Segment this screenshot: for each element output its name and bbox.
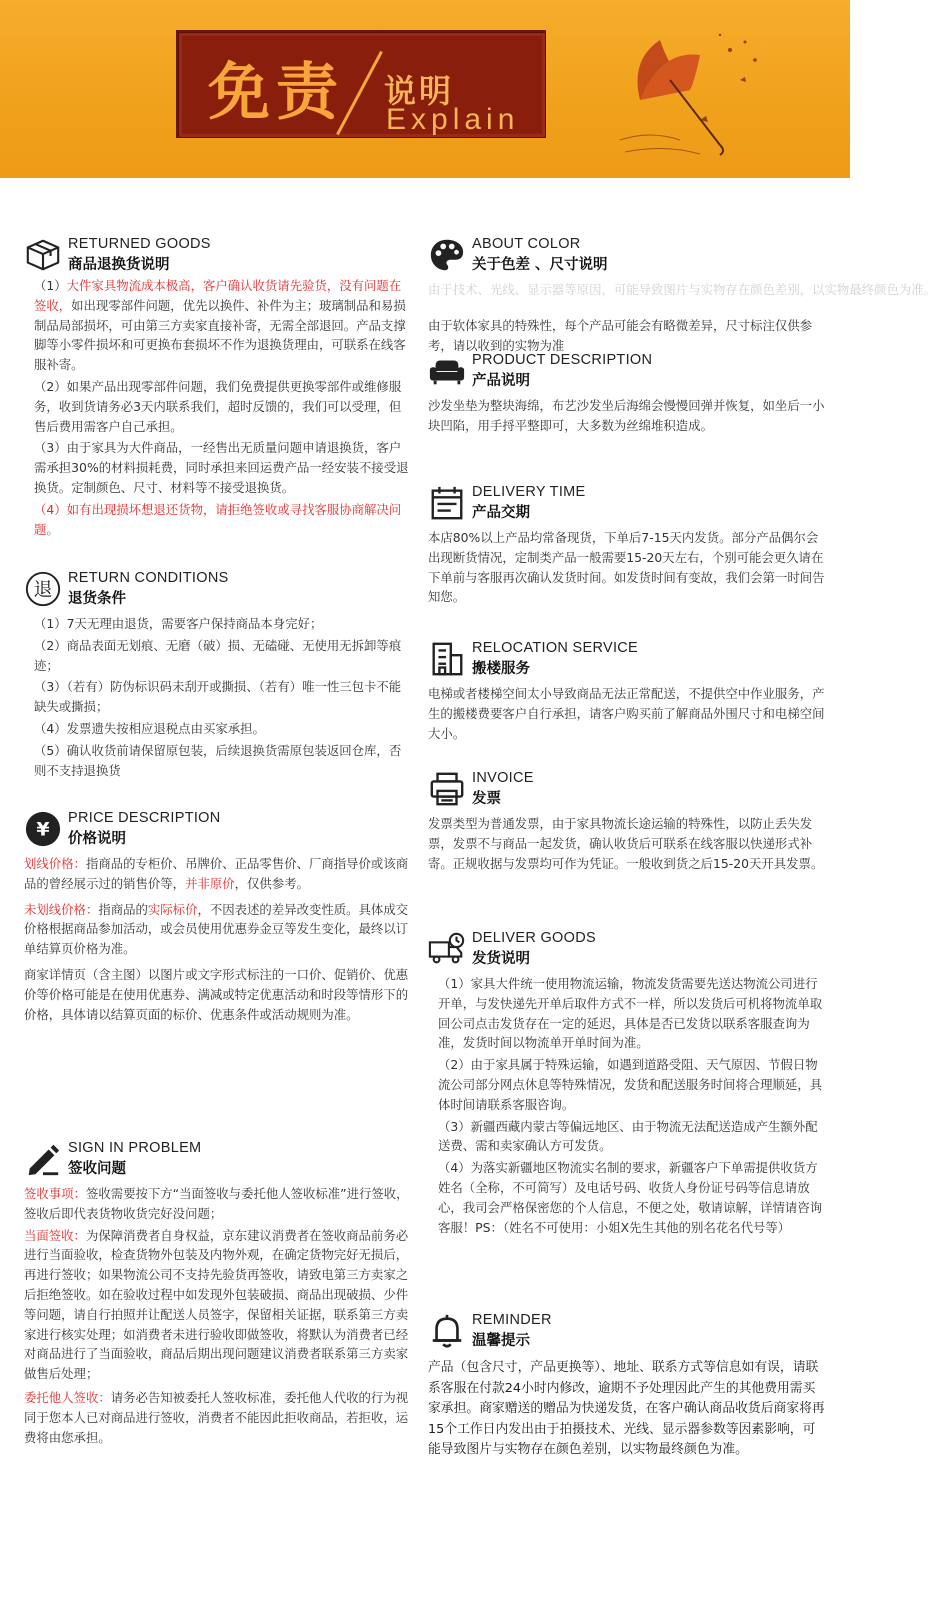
list-item: （2）由于家具属于特殊运输，如遇到道路受阻、天气原因、节假日物流公司部分网点休息等特殊情况，发货和配送服务时间将合理顺延，具体时间请联系客服咨询。: [438, 1057, 823, 1112]
calendar-icon: [428, 484, 466, 522]
paragraph: （3）由于家具为大件商品，一经售出无质量问题申请退换货，客户需承担30%的材料损耗费，同时承担来回运费产品一经安装不接受退换货。定制颜色、尺寸、材料等不接受退换货。: [34, 440, 409, 495]
paragraph: 产品（包含尺寸，产品更换等）、地址、联系方式等信息如有误，请联系客服在付款24小时内修改，逾期不予处理因此产生的其他费用需买家承担。商家赠送的赠品为快递发货，在客户确认商品收货后商家将再15个工作日内发出由于拍摄技术、光线、显示器参数等因素影响，可能导致图片与实物存在颜色差别，以实物最终颜色为准。: [428, 1360, 825, 1457]
section-title-en: PRODUCT DESCRIPTION: [472, 352, 653, 368]
section-title-en: REMINDER: [472, 1312, 552, 1328]
bell-icon: [428, 1312, 466, 1350]
section-title-cn: 退货条件: [68, 591, 126, 607]
banner-subtitle: 说明: [384, 72, 455, 110]
list-item: （4）发票遗失按相应退税点由买家承担。: [34, 720, 265, 736]
printer-icon: [428, 770, 466, 808]
paragraph: 由于软体家具的特殊性，每个产品可能会有略微差异，尺寸标注仅供参考，请以收到的实物为准: [428, 318, 813, 353]
paragraph: 未划线价格：指商品的实际标价，不因表述的差异改变性质。具体成交价格根据商品参加活动，或会员使用优惠券金豆等发生变化，最终以订单结算页价格为准。: [24, 901, 409, 957]
section-sign-in-problem: [24, 1140, 410, 1449]
paragraph: 当面签收：为保障消费者自身权益，京东建议消费者在签收商品前务必进行当面验收，检查货物外包装及内物外观，在确定货物完好无损后，再进行签收；如果物流公司不支持先验货再签收，请致电第三方卖家之后拒绝签收。如在验收过程中如发现外包装破损、商品出现破损、少件等问题，请自行拍照并让配送人员签字，保留相关证据，联系第三方卖家进行核实处理；如消费者未进行验收即做签收，将默认为消费者已经对商品进行了当面验收，商品后期出现问题建议消费者联系第三方卖家做售后处理；: [24, 1227, 409, 1382]
svg-text:退: 退: [33, 578, 53, 601]
banner-subtitle-en: Explain: [386, 103, 520, 136]
list-item: （3）（若有）防伪标识码未刮开或撕损、（若有）唯一性三包卡不能缺失或撕损；: [34, 679, 402, 715]
section-title-cn: 发货说明: [472, 951, 530, 967]
list-item: （2）商品表面无划痕、无磨（破）损、无磕碰、无使用无拆卸等痕迹；: [34, 637, 402, 673]
umbrella-illustration: [600, 20, 780, 170]
section-delivery-time: [428, 484, 826, 609]
list-item: （4）为落实新疆地区物流实名制的要求，新疆客户下单需提供收货方姓名（全称，不可简写）及电话号码、收货人身份证号码等信息请放心，我司会严格保密您的个人信息，不便之处，敬请谅解，详情请咨询客服！PS：（姓名不可使用：小姐X先生其他的别名花名代号等）: [438, 1160, 823, 1235]
section-title-cn: 产品交期: [472, 505, 530, 521]
section-returned-goods: [24, 236, 410, 541]
section-title-cn: 发票: [472, 791, 501, 807]
return-icon: [24, 570, 62, 608]
section-title-cn: 商品退换货说明: [68, 257, 170, 273]
section-title-cn: 签收问题: [68, 1161, 126, 1177]
building-icon: [428, 640, 466, 678]
list-item: （3）新疆西藏内蒙古等偏远地区、由于物流无法配送造成产生额外配送费、需和卖家确认方可发货。: [438, 1118, 818, 1154]
section-title-cn: 价格说明: [68, 831, 126, 847]
section-invoice: [428, 770, 826, 875]
paragraph: （2）如果产品出现零部件问题，我们免费提供更换零部件或维修服务，收到货请务必3天内联系我们，超时反馈的，我们可以受理，但售后费用需客户自己承担。: [34, 378, 402, 434]
truck-icon: [428, 930, 466, 968]
section-title-en: RETURNED GOODS: [68, 236, 211, 252]
section-title-cn: 温馨提示: [472, 1333, 530, 1349]
section-title-en: RELOCATION SERVICE: [472, 640, 639, 656]
section-title-cn: 搬楼服务: [472, 661, 530, 677]
list-item: （1）7天无理由退货，需要客户保持商品本身完好；: [34, 616, 323, 631]
list-item: （5）确认收货前请保留原包装，后续退换货需原包装返回仓库，否则不支持退换货: [34, 742, 402, 778]
svg-text:¥: ¥: [36, 818, 50, 841]
section-title-cn: 关于色差 、尺寸说明: [472, 257, 608, 273]
section-title-cn: 产品说明: [472, 373, 530, 389]
pen-icon: [24, 1140, 62, 1178]
paragraph: （1）大件家具物流成本极高，客户确认收货请先验货，没有问题在签收，如出现零部件问题，优先以换件、补件为主；玻璃制品和易损制品局部损坏，可由第三方卖家直接补寄，无需全部退回。产品支撑脚等小零件损坏和可更换布套损坏不作为退换货理由，可联系在线客服补寄。: [34, 278, 406, 373]
box-icon: [24, 236, 62, 274]
section-title-en: ABOUT COLOR: [472, 236, 581, 252]
paragraph: 本店80%以上产品均常备现货，下单后7-15天内发货。部分产品偶尔会出现断货情况，定制类产品一般需要15-20天左右，个别可能会更久请在下单前与客服再次确认发货时间。如发货时间有变故，我们会第一时间告知您。: [428, 530, 825, 605]
section-price-description: [24, 810, 410, 1026]
section-about-color: [428, 236, 936, 358]
section-title-en: RETURN CONDITIONS: [68, 570, 229, 586]
paragraph: 商家详情页（含主图）以图片或文字形式标注的一口价、促销价、优惠价等价格可能是在使用优惠券、满减或特定优惠活动和时段等情形下的价格，具体请以结算页面的标价、优惠条件或活动规则为准。: [24, 966, 409, 1022]
palette-icon: [428, 236, 466, 274]
section-title-en: SIGN IN PROBLEM: [68, 1140, 202, 1156]
section-deliver-goods: [428, 930, 826, 1239]
banner-title: 免责: [208, 55, 345, 128]
yen-icon: [24, 810, 62, 848]
section-product-description: [428, 352, 826, 438]
paragraph: 发票类型为普通发票，由于家具物流长途运输的特殊性，以防止丢失发票，发票不与商品一起发货，确认收货后可联系在线客服以快递形式补寄。正规收据与发票均可作为凭证。一般收到货之后15-20天开具发票。: [428, 816, 824, 871]
section-reminder: [428, 1312, 826, 1463]
section-return-conditions: [24, 570, 410, 782]
sofa-icon: [428, 352, 466, 390]
list-item: （1）家具大件统一使用物流运输，物流发货需要先送达物流公司进行开单，与发快递先开单后取件方式不一样，所以发货后可机将物流单取回公司点击发货存在一定的延迟，具体是否已发货以联系客服查询为准，发货时间以物流单开单时间为准。: [438, 976, 823, 1051]
paragraph: 电梯或者楼梯空间太小导致商品无法正常配送，不提供空中作业服务，产生的搬楼费要客户自行承担，请客户购买前了解商品外围尺寸和电梯空间大小。: [428, 686, 825, 741]
section-title-en: DELIVER GOODS: [472, 930, 596, 946]
paragraph: 委托他人签收：请务必告知被委托人签收标准，委托他人代收的行为视同于您本人已对商品进行签收，消费者不能因此拒收商品，若拒收，运费将由您承担。: [24, 1389, 409, 1445]
overlapped-text: 由于技术、光线、显示器等原因，可能导致图片与实物存在颜色差别，以实物最终颜色为准。: [428, 282, 936, 297]
paragraph: 签收事项：签收需要按下方“当面签收与委托他人签收标准”进行签收，签收后即代表货物收货完好没问题；: [24, 1186, 409, 1221]
section-title-en: INVOICE: [472, 770, 534, 786]
section-title-en: PRICE DESCRIPTION: [68, 810, 221, 826]
paragraph: 划线价格：指商品的专柜价、吊牌价、正品零售价、厂商指导价或该商品的曾经展示过的销售价等，并非原价，仅供参考。: [24, 856, 409, 891]
header-banner: [0, 0, 850, 178]
paragraph: 沙发坐垫为整块海绵，布艺沙发坐后海绵会慢慢回弹并恢复，如坐后一小块凹陷，用手捋平整即可，大多数为丝绵堆积造成。: [428, 398, 825, 433]
section-title-en: DELIVERY TIME: [472, 484, 586, 500]
section-relocation-service: [428, 640, 826, 745]
paragraph-warning: （4）如有出现损坏想退还货物，请拒绝签收或寻找客服协商解决问题。: [34, 501, 402, 537]
